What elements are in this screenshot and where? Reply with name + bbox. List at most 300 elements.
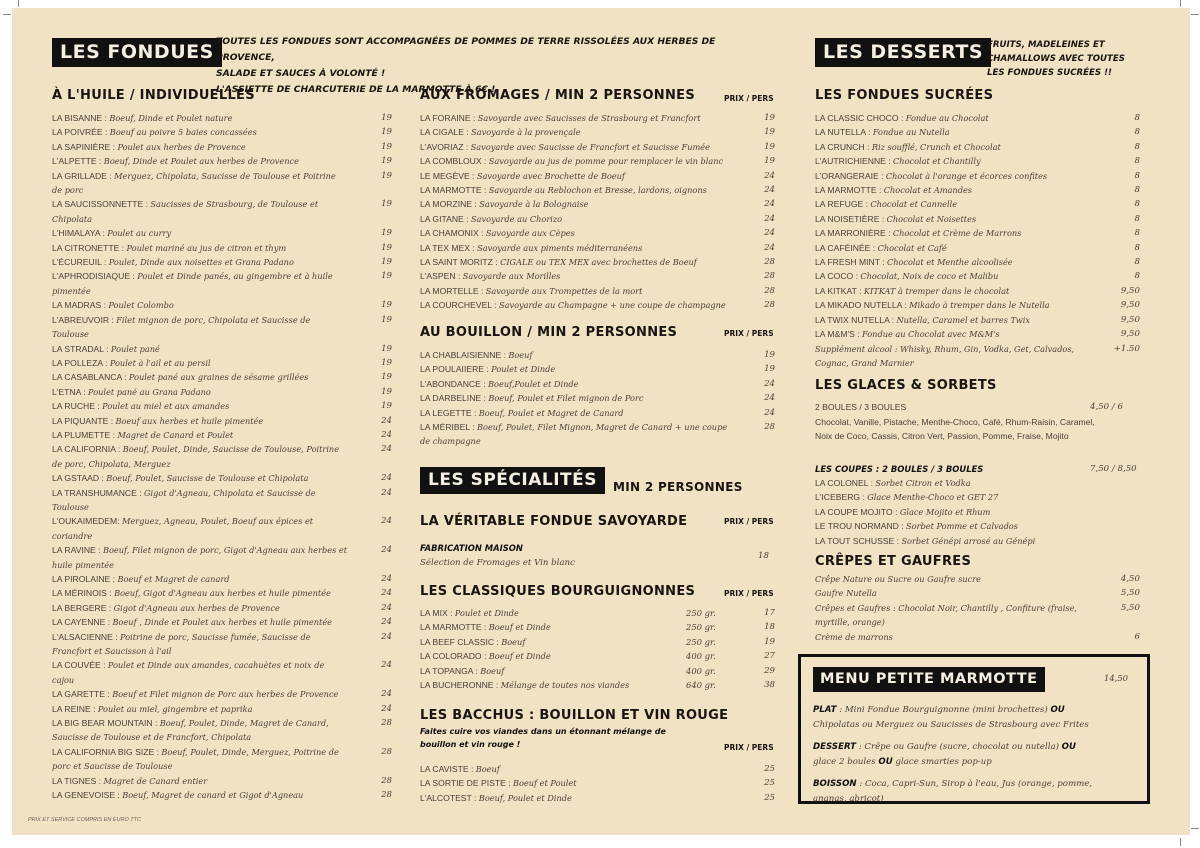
menu-item — [52, 154, 392, 168]
menu-item-name: LA COUVÉE : — [52, 660, 108, 671]
glaces-flavors: Chocolat, Vanille, Pistache, Menthe-Choco, Café, Rhum-Raisin, Caramel, Noix de Coco, Cassis, Citron Vert, Passion, Pomme, Fraise, Mojito — [815, 417, 1095, 442]
menu-item-name: LA CLASSIC CHOCO : — [815, 113, 906, 123]
menu-item — [815, 534, 1140, 548]
menu-item-text — [420, 255, 741, 269]
menu-item — [815, 154, 1140, 168]
menu-item — [52, 125, 392, 139]
menu-item-desc: Mélange de toutes nos viandes — [500, 680, 630, 691]
menu-item-desc: Gigot d'Agneau aux herbes de Provence — [113, 602, 280, 613]
menu-item-desc: Chocolat et Amandes — [883, 185, 972, 196]
menu-item-price: 29 — [764, 665, 775, 676]
menu-page — [12, 8, 1190, 835]
menu-item-text — [815, 241, 1106, 255]
menu-item-text — [420, 348, 741, 362]
menu-item — [52, 169, 392, 198]
menu-item-desc: Savoyarde aux piments méditerranéens — [477, 242, 643, 253]
menu-item — [815, 226, 1140, 240]
menu-item-desc: Mikado à tremper dans le Nutella — [909, 300, 1050, 311]
menu-item — [815, 572, 1140, 586]
menu-item-desc: Poulet mariné au jus de citron et thym — [126, 242, 287, 253]
menu-item-desc: Savoyarde au Champagne + une coupe de champagne — [498, 300, 726, 311]
menu-item-price: 25 — [764, 778, 775, 789]
menu-item-text — [420, 169, 741, 183]
menu-item-text — [52, 125, 358, 139]
menu-item-text — [420, 391, 741, 405]
menu-item-text — [52, 471, 358, 485]
menu-item-name: LA CRUNCH : — [815, 141, 872, 152]
menu-item — [815, 519, 1140, 533]
menu-item-price: 8 — [1134, 257, 1140, 268]
menu-item-name: LA TOPANGA : — [420, 665, 481, 676]
menu-item-name: L'ALCOTEST : — [420, 792, 479, 803]
menu-item-price: 19 — [381, 357, 392, 368]
menu-boisson — [813, 777, 1113, 807]
menu-item-name: LA M&M'S : — [815, 329, 863, 340]
menu-item-name: LA PLUMETTE : — [52, 429, 118, 440]
menu-item-price: 8 — [1134, 199, 1140, 210]
menu-item-price: 19 — [381, 170, 392, 181]
menu-item-price: 8 — [1134, 213, 1140, 224]
menu-item-price: 24 — [764, 407, 775, 418]
menu-item — [420, 377, 775, 391]
menu-item-price: 19 — [764, 156, 775, 167]
menu-item-desc: KITKAT à tremper dans le chocolat — [863, 285, 1010, 296]
menu-item-desc: Boeuf — [480, 665, 505, 676]
menu-item-text — [420, 620, 686, 634]
menu-item-name: LA REFUGE : — [815, 199, 871, 210]
menu-item — [815, 476, 1140, 490]
menu-item — [52, 370, 392, 384]
menu-item-name: LA MIX : — [420, 608, 455, 618]
menu-item-name: LA CITRONETTE : — [52, 242, 127, 253]
menu-item — [52, 586, 392, 600]
menu-item-name: LA CALIFORNIA BIG SIZE : — [52, 746, 162, 757]
menu-item-desc: Supplément alcool : Whisky, Rhum, Gin, Vodka, Get, Calvados, Cognac, Grand Marnier — [815, 343, 1075, 368]
or-label: OU — [878, 757, 893, 767]
menu-item-text — [420, 125, 741, 139]
menu-item-name: LA MORZINE : — [420, 199, 480, 210]
menu-petite-title: MENU PETITE MARMOTTE — [813, 667, 1045, 692]
menu-item-name: LA CHABLAISIENNE : — [420, 350, 509, 360]
menu-item-price: 24 — [381, 545, 392, 556]
menu-item-name: L'ALPETTE : — [52, 156, 104, 167]
menu-item-name: LA LEGETTE : — [420, 407, 479, 418]
menu-item — [815, 125, 1140, 139]
menu-item-name: LA GRILLADE : — [52, 170, 115, 181]
menu-item-text — [420, 298, 741, 312]
menu-item — [420, 255, 775, 269]
bourguignonnes-price-label: PRIX / PERS — [724, 589, 774, 598]
menu-item-price: 28 — [381, 718, 392, 729]
menu-item-desc: Boeuf — [508, 350, 533, 360]
menu-item-price: 19 — [381, 141, 392, 152]
footer-note: PRIX ET SERVICE COMPRIS EN EURO TTC — [28, 817, 141, 823]
menu-item-desc: Boeuf aux herbes et huile pimentée — [115, 415, 264, 426]
bacchus-intro: Faites cuire vos viandes dans un étonnant mélange de bouillon et vin rouge ! — [420, 727, 666, 749]
menu-item-price: 17 — [764, 608, 775, 618]
menu-item-text — [420, 606, 686, 620]
menu-item-desc: Poulet au curry — [107, 228, 172, 239]
menu-item-price: 24 — [381, 415, 392, 426]
menu-item-desc: Savoyarde à la provençale — [471, 127, 581, 138]
coupes-label: LES COUPES : 2 BOULES / 3 BOULES — [815, 464, 984, 474]
menu-item-desc: Poitrine de porc, Saucisse fumée, Saucisse de Francfort et Saucisson à l'ail — [52, 631, 311, 657]
bouillon-list — [420, 348, 775, 449]
menu-item-price: 24 — [764, 170, 775, 181]
bourguignonnes-heading: LES CLASSIQUES BOURGUIGNONNES — [420, 584, 696, 599]
menu-item-price: 19 — [764, 141, 775, 152]
fromages-heading: AUX FROMAGES / MIN 2 PERSONNES — [420, 88, 696, 103]
menu-item-text — [52, 169, 358, 198]
menu-item-text — [420, 284, 741, 298]
menu-item-desc: Fondue au Nutella — [872, 127, 950, 138]
menu-item-price: 8 — [1134, 170, 1140, 181]
menu-item-name: LA GSTAAD : — [52, 473, 107, 484]
menu-item — [420, 420, 775, 449]
menu-item-text — [420, 664, 686, 678]
menu-item-text — [52, 658, 358, 687]
menu-item-desc: Boeuf, Poulet, Dinde, Saucisse de Toulouse, Poitrine de porc, Chipolata, Merguez — [52, 444, 340, 469]
menu-item-text — [420, 635, 686, 649]
menu-item-price: 5,50 — [1120, 588, 1140, 599]
menu-item-price: 28 — [764, 257, 775, 268]
menu-item-price: +1.50 — [1113, 343, 1140, 354]
menu-item-price: 8 — [1134, 185, 1140, 196]
menu-item-desc: Sorbet Pomme et Calvados — [906, 521, 1018, 532]
menu-item-text — [52, 226, 358, 240]
menu-item-name: LA CAFÉINÉE : — [815, 242, 878, 253]
menu-item-price: 24 — [381, 689, 392, 700]
menu-item-desc: Boeuf et Dinde — [488, 622, 551, 633]
menu-item-price: 8 — [1134, 271, 1140, 282]
menu-item-text — [420, 406, 741, 420]
menu-item-text — [815, 572, 1106, 586]
menu-item-name: LA CASABLANCA : — [52, 372, 129, 383]
menu-item-desc: Boeuf, Magret de canard et Gigot d'Agneau — [122, 790, 304, 801]
menu-item-text — [815, 125, 1106, 139]
menu-item-price: 19 — [381, 228, 392, 239]
menu-item-price: 24 — [764, 185, 775, 196]
glaces-heading: LES GLACES & SORBETS — [815, 378, 997, 393]
menu-item-price: 28 — [764, 422, 775, 433]
menu-item — [52, 399, 392, 413]
menu-item — [420, 226, 775, 240]
menu-item-desc: Saucisses de Strasbourg, de Toulouse et Chipolata — [52, 199, 319, 224]
menu-item-price: 24 — [764, 213, 775, 224]
menu-item — [52, 140, 392, 154]
menu-item-desc: Gaufre Nutella — [815, 588, 877, 599]
huile-heading: À L'HUILE / INDIVIDUELLES — [52, 88, 255, 103]
menu-item-price: 24 — [381, 444, 392, 455]
menu-item-desc: Poulet au miel, gingembre et paprika — [97, 703, 253, 714]
menu-item-desc: Boeuf et Poulet — [512, 778, 577, 789]
menu-item-name: LA MÉRINOIS : — [52, 588, 115, 599]
menu-item — [52, 774, 392, 788]
menu-item — [52, 745, 392, 774]
menu-item-desc: Fondue au Chocolat avec M&M's — [862, 329, 1000, 340]
plat-text-2: Chipolatas ou Merguez ou Saucisses de Strasbourg avec Frites — [813, 720, 1089, 730]
menu-item-name: LA TEX MEX : — [420, 242, 478, 253]
menu-item-text — [815, 342, 1106, 371]
menu-item — [815, 505, 1140, 519]
savoyarde-price: 18 — [758, 551, 769, 561]
menu-item — [52, 658, 392, 687]
menu-item-desc: Boeuf, Poulet et Dinde — [478, 792, 572, 803]
menu-item-name: LA POIVRÉE : — [52, 127, 110, 138]
menu-item — [815, 630, 1140, 644]
menu-item — [420, 678, 775, 692]
desserts-intro — [987, 38, 1157, 80]
menu-item — [52, 630, 392, 659]
menu-item-weight: 250 gr. — [686, 636, 716, 647]
menu-item — [52, 197, 392, 226]
menu-item-desc: Savoyarde au Chorizo — [470, 213, 563, 224]
menu-item — [52, 342, 392, 356]
menu-item-desc: Glace Menthe-Choco et GET 27 — [867, 492, 999, 503]
menu-item-price: 25 — [764, 792, 775, 803]
menu-item-text — [815, 298, 1106, 312]
menu-item-desc: Poulet au miel et aux amandes — [102, 401, 230, 412]
menu-item-name: LA COLONEL : — [815, 478, 876, 488]
menu-item-name: LA PIQUANTE : — [52, 415, 116, 426]
fromages-price-label: PRIX / PERS — [724, 94, 774, 103]
sucrees-list — [815, 111, 1140, 370]
menu-item-name: LA FORAINE : — [420, 113, 478, 123]
menu-item-desc: Chocolat et Café — [877, 242, 947, 253]
menu-item-name: L'ABONDANCE : — [420, 378, 489, 389]
menu-item-text — [52, 399, 358, 413]
menu-item-name: LA GENEVOISE : — [52, 790, 123, 801]
menu-item — [420, 762, 775, 776]
menu-item-text — [420, 111, 741, 125]
menu-item-name: LA FRESH MINT : — [815, 257, 887, 268]
menu-item — [52, 111, 392, 125]
menu-item-desc: Savoyarde avec Saucisse de Francfort et Saucisse Fumée — [470, 141, 710, 152]
menu-item-name: LA NOISETIÈRE : — [815, 213, 887, 224]
menu-item — [52, 226, 392, 240]
menu-item-text — [815, 505, 1140, 519]
menu-item-text — [420, 420, 741, 449]
menu-item-price: 19 — [764, 127, 775, 138]
menu-item-price: 19 — [381, 372, 392, 383]
menu-item — [420, 391, 775, 405]
menu-item — [52, 572, 392, 586]
menu-item-price: 28 — [381, 790, 392, 801]
menu-item-text — [420, 183, 741, 197]
menu-item-price: 19 — [764, 113, 775, 123]
menu-item — [420, 348, 775, 362]
menu-item-weight: 250 gr. — [686, 622, 716, 633]
menu-item-name: L'ETNA : — [52, 386, 89, 397]
menu-item — [815, 601, 1140, 630]
menu-item-desc: Boeuf, Poulet, Saucisse de Toulouse et Chipolata — [106, 473, 309, 484]
menu-item — [52, 255, 392, 269]
menu-item-text — [52, 601, 358, 615]
intro-line: FRUITS, MADELEINES ET — [987, 40, 1105, 50]
menu-petite-marmotte-box — [798, 654, 1150, 804]
menu-item-price: 38 — [764, 680, 775, 691]
crop-mark — [3, 14, 11, 15]
fromages-list — [420, 111, 775, 313]
savoyarde-price-label: PRIX / PERS — [724, 517, 774, 526]
menu-item-desc: Savoyarde à la Bolognaise — [479, 199, 589, 210]
menu-item-desc: Magret de Canard entier — [103, 775, 208, 786]
crop-mark — [1191, 828, 1199, 829]
menu-item-desc: Savoyarde aux Trompettes de la mort — [485, 285, 643, 296]
menu-item — [52, 442, 392, 471]
menu-item-text — [815, 284, 1106, 298]
menu-item-price: 19 — [381, 386, 392, 397]
menu-item — [420, 298, 775, 312]
menu-item-text — [420, 678, 686, 692]
menu-item — [420, 169, 775, 183]
menu-item-text — [815, 269, 1106, 283]
menu-item-desc: Poulet et Dinde panés, au gingembre et à huile pimentée — [52, 271, 333, 296]
savoyarde-heading: LA VÉRITABLE FONDUE SAVOYARDE — [420, 514, 688, 529]
menu-item-name: LA POULAIIERE : — [420, 364, 492, 375]
menu-item — [52, 716, 392, 745]
menu-item-desc: Boeuf, Poulet, Dinde, Magret de Canard, Saucisse de Toulouse et de Francfort, Chipolata — [52, 718, 329, 743]
menu-item-text — [815, 255, 1106, 269]
menu-item-text — [420, 649, 686, 663]
menu-item-name: LA BEEF CLASSIC : — [420, 636, 502, 647]
menu-item-desc: Boeuf , Dinde et Poulet aux herbes et huile pimentée — [112, 617, 333, 628]
menu-item-desc: Chocolat et Noisettes — [886, 213, 977, 224]
menu-item-text — [815, 212, 1106, 226]
menu-item-text — [815, 197, 1106, 211]
menu-item — [815, 241, 1140, 255]
menu-item-price: 19 — [381, 257, 392, 268]
menu-item-name: LA BIG BEAR MOUNTAIN : — [52, 718, 160, 729]
menu-item-price: 9,50 — [1120, 329, 1140, 340]
menu-item-price: 19 — [381, 127, 392, 138]
menu-item — [420, 362, 775, 376]
menu-item-name: LA SAPINIÈRE : — [52, 141, 118, 152]
menu-item-text — [52, 745, 358, 774]
menu-item-desc: Poulet pané aux graines de sésame grillées — [128, 372, 309, 383]
menu-item-name: LA GARETTE : — [52, 689, 113, 700]
menu-item-text — [52, 414, 358, 428]
menu-item-weight: 250 gr. — [686, 608, 716, 618]
menu-item-text — [52, 543, 358, 572]
menu-item-text — [52, 702, 358, 716]
menu-item-text — [52, 385, 358, 399]
menu-item-price: 8 — [1134, 156, 1140, 167]
menu-item-text — [420, 212, 741, 226]
menu-item — [420, 620, 775, 634]
menu-item — [815, 212, 1140, 226]
menu-item — [420, 406, 775, 420]
menu-item-desc: Boeuf au poivre 5 baies concassées — [109, 127, 257, 138]
menu-item — [52, 601, 392, 615]
menu-item-text — [52, 241, 358, 255]
menu-item — [420, 111, 775, 125]
menu-item-text — [420, 241, 741, 255]
menu-item-name: LA STRADAL : — [52, 343, 111, 354]
savoyarde-desc: Sélection de Fromages et Vin blanc — [420, 558, 575, 568]
menu-item-price: 24 — [381, 703, 392, 714]
menu-item-name: LA BISANNE : — [52, 113, 110, 123]
menu-item-desc: Crème de marrons — [815, 631, 893, 642]
menu-item — [420, 269, 775, 283]
menu-item-price: 8 — [1134, 127, 1140, 138]
menu-item-desc: Boeuf, Dinde et Poulet nature — [109, 113, 233, 123]
menu-item-price: 19 — [381, 156, 392, 167]
menu-item-desc: Boeuf, Poulet et Magret de Canard — [478, 407, 624, 418]
dessert-text-3: glace smarties pop-up — [892, 757, 992, 767]
menu-item-text — [420, 776, 741, 790]
boisson-label: BOISSON — [813, 779, 857, 789]
menu-item-desc: Boeuf — [501, 636, 526, 647]
menu-item-name: LA MARMOTTE : — [815, 185, 884, 196]
specialites-subtitle: MIN 2 PERSONNES — [613, 480, 743, 494]
menu-item-name: L'ORANGERAIE : — [815, 170, 886, 181]
or-label: OU — [1050, 705, 1065, 715]
menu-item-text — [52, 140, 358, 154]
menu-item-name: LA MORTELLE : — [420, 285, 486, 296]
bourguignonnes-list — [420, 606, 775, 692]
menu-item-price: 8 — [1134, 228, 1140, 239]
menu-item-text — [52, 442, 358, 471]
menu-item-price: 19 — [381, 271, 392, 282]
menu-item-name: LA RUCHE : — [52, 401, 103, 412]
menu-item-name: L'ICEBERG : — [815, 492, 868, 503]
menu-item-price: 19 — [381, 113, 392, 123]
menu-item — [52, 687, 392, 701]
menu-item-price: 28 — [381, 775, 392, 786]
menu-item-text — [815, 313, 1106, 327]
menu-item-price: 24 — [381, 631, 392, 642]
intro-line: CHAMALLOWS AVEC TOUTES — [987, 54, 1125, 64]
menu-item-desc: Boeuf, Poulet, Filet Mignon, Magret de Canard + une coupe de champagne — [420, 422, 728, 447]
menu-item-text — [420, 791, 741, 805]
menu-item-desc: Boeuf et Magret de canard — [117, 574, 230, 584]
menu-item-price: 24 — [381, 617, 392, 628]
menu-item-price: 24 — [764, 393, 775, 404]
menu-item-text — [52, 342, 358, 356]
plat-text: : Mini Fondue Bourguignonne (mini brochettes) — [836, 705, 1051, 715]
menu-item-name: LA DARBELINE : — [420, 393, 489, 404]
menu-item-text — [420, 197, 741, 211]
menu-item-price: 28 — [764, 285, 775, 296]
menu-item — [52, 241, 392, 255]
menu-item-desc: Chocolat à l'orange et écorces confites — [885, 170, 1048, 181]
crop-mark — [1191, 14, 1199, 15]
menu-item — [52, 313, 392, 342]
menu-item-price: 4,50 — [1120, 574, 1140, 584]
menu-item-name: LA CHAMONIX : — [420, 228, 486, 239]
menu-item-price: 24 — [764, 199, 775, 210]
menu-item — [52, 615, 392, 629]
coupes-list — [815, 476, 1140, 548]
menu-item — [815, 490, 1140, 504]
menu-item-name: LA REINE : — [52, 703, 98, 714]
menu-item-text — [815, 111, 1106, 125]
menu-item-price: 19 — [764, 350, 775, 360]
menu-item — [420, 197, 775, 211]
menu-item-text — [420, 269, 741, 283]
menu-item-text — [52, 716, 358, 745]
menu-item-desc: Crêpes et Gaufres : Chocolat Noir, Chantilly , Confiture (fraise, myrtille, orange) — [815, 602, 1078, 628]
intro-line: SALADE ET SAUCES À VOLONTÉ ! — [216, 68, 386, 79]
menu-item — [815, 140, 1140, 154]
menu-item-text — [815, 327, 1106, 341]
menu-item-name: LA COCO : — [815, 271, 861, 282]
menu-item-text — [52, 269, 358, 298]
menu-item-desc: Merguez, Agneau, Poulet, Boeuf aux épices et coriandre — [52, 516, 314, 541]
menu-item-name: LA MARRONIÈRE : — [815, 228, 893, 239]
menu-item — [420, 649, 775, 663]
